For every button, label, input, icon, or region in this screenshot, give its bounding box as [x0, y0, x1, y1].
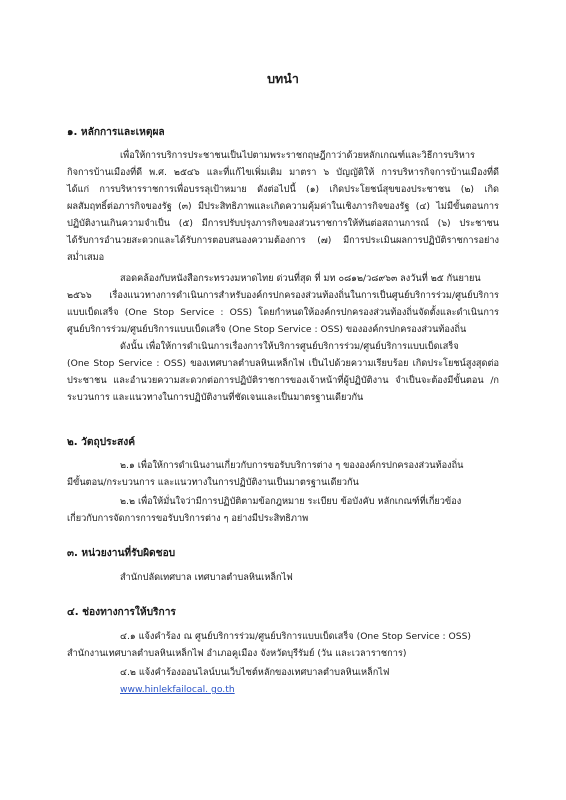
objective-line: เกี่ยวกับการจัดการการขอรับบริการต่าง ๆ อย่างมีประสิทธิภาพ — [67, 513, 309, 524]
paragraph-line: สอดคล้องกับหนังสือกระทรวงมหาดไทย ด่วนที่สุด ที่ มท ๐๘๑๒/ว๘๙๖๓ ลงวันที่ ๒๕ กันยายน — [120, 273, 481, 284]
objective-line: ๒.๒ เพื่อให้มั่นใจว่ามีการปฏิบัติตามข้อกฎหมาย ระเบียบ ข้อบังคับ หลักเกณฑ์ที่เกี่ยวข้อง — [120, 496, 462, 507]
paragraph-line: เพื่อให้การบริการประชาชนเป็นไปตามพระราชกฤษฎีกาว่าด้วยหลักเกณฑ์และวิธีการบริหาร — [120, 150, 475, 161]
paragraph-line: ระบวนการ และแนวทางในการปฏิบัติงานที่ชัดเจนและเป็นมาตรฐานเดียวกัน — [67, 392, 364, 403]
document-title: บทนำ — [267, 71, 299, 86]
paragraph-line: ได้แก่ การบริหารราชการเพื่อบรรลุเป้าหมาย ดังต่อไปนี้ (๑) เกิดประโยชน์สุขของประชาชน (๒) เกิด — [67, 184, 499, 195]
paragraph-line: (One Stop Service : OSS) ของเทศบาลตำบลหินเหล็กไฟ เป็นไปด้วยความเรียบร้อย เกิดประโยชน์สูงสุดต่อ — [67, 358, 499, 369]
channel-line: ๔.๒ แจ้งคำร้องออนไลน์บนเว็บไซต์หลักของเทศบาลตำบลหินเหล็กไฟ — [120, 667, 390, 678]
website-link[interactable]: www.hinlekfailocal. go.th — [120, 684, 235, 695]
section-2-heading: ๒. วัตถุประสงค์ — [67, 437, 136, 448]
section-1-heading: ๑. หลักการและเหตุผล — [67, 127, 165, 138]
paragraph-line: ได้รับการอำนวยสะดวกและได้รับการตอบสนองความต้องการ (๗) มีการประเมินผลการปฏิบัติราชการอย่าง — [67, 235, 499, 246]
paragraph-line: ๒๕๖๖ เรื่องแนวทางการดำเนินการสำหรับองค์กรปกครองส่วนท้องถิ่นในการเป็นศูนย์บริการร่วม/ศูนย์บริการ — [67, 290, 499, 301]
paragraph-line: กิจการบ้านเมืองที่ดี พ.ศ. ๒๕๔๖ และที่แก้ไขเพิ่มเติม มาตรา ๖ บัญญัติให้ การบริหารกิจการบ้านเมืองที่ดี — [67, 167, 499, 178]
paragraph-line: แบบเบ็ดเสร็จ (One Stop Service : OSS) โดยกำหนดให้องค์กรปกครองส่วนท้องถิ่นจัดตั้งและดำเนินการ — [67, 307, 499, 318]
section-3-heading: ๓. หน่วยงานที่รับผิดชอบ — [67, 548, 176, 559]
paragraph-line: ศูนย์บริการร่วม/ศูนย์บริการแบบเบ็ดเสร็จ (One Stop Service : OSS) ขององค์กรปกครองส่วนท้องถิ่น — [67, 324, 467, 335]
paragraph-line: ผลสัมฤทธิ์ต่อภารกิจของรัฐ (๓) มีประสิทธิภาพและเกิดความคุ้มค่าในเชิงภารกิจของรัฐ (๔) ไม่มีขั้นตอนการ — [67, 201, 499, 212]
paragraph-line: สม่ำเสมอ — [67, 252, 105, 263]
channel-line: ๔.๑ แจ้งคำร้อง ณ ศูนย์บริการร่วม/ศูนย์บริการแบบเบ็ดเสร็จ (One Stop Service : OSS) — [120, 631, 472, 642]
objective-line: ๒.๑ เพื่อให้การดำเนินงานเกี่ยวกับการขอรับบริการต่าง ๆ ขององค์กรปกครองส่วนท้องถิ่น — [120, 460, 464, 471]
paragraph-line: ปฏิบัติงานเกินความจำเป็น (๕) มีการปรับปรุงภารกิจของส่วนราชการให้ทันต่อสถานการณ์ (๖) ประชาชน — [67, 218, 499, 229]
paragraph-line: ดังนั้น เพื่อให้การดำเนินการเรื่องการให้บริการศูนย์บริการร่วม/ศูนย์บริการแบบเบ็ดเสร็จ — [120, 341, 459, 352]
channel-line: สำนักงานเทศบาลตำบลหินเหล็กไฟ อำเภอคูเมือง จังหวัดบุรีรัมย์ (วัน และเวลาราชการ) — [67, 648, 407, 659]
responsible-unit: สำนักปลัดเทศบาล เทศบาลตำบลหินเหล็กไฟ — [120, 572, 293, 583]
section-4-heading: ๔. ช่องทางการให้บริการ — [67, 607, 176, 618]
objective-line: มีขั้นตอน/กระบวนการ และแนวทางในการปฏิบัติงานเป็นมาตรฐานเดียวกัน — [67, 477, 359, 488]
paragraph-line: ประชาชน และอำนวยความสะดวกต่อการปฏิบัติราชการของเจ้าหน้าที่ผู้ปฏิบัติงาน จำเป็นจะต้องมีขั้นตอน /ก — [67, 375, 499, 386]
